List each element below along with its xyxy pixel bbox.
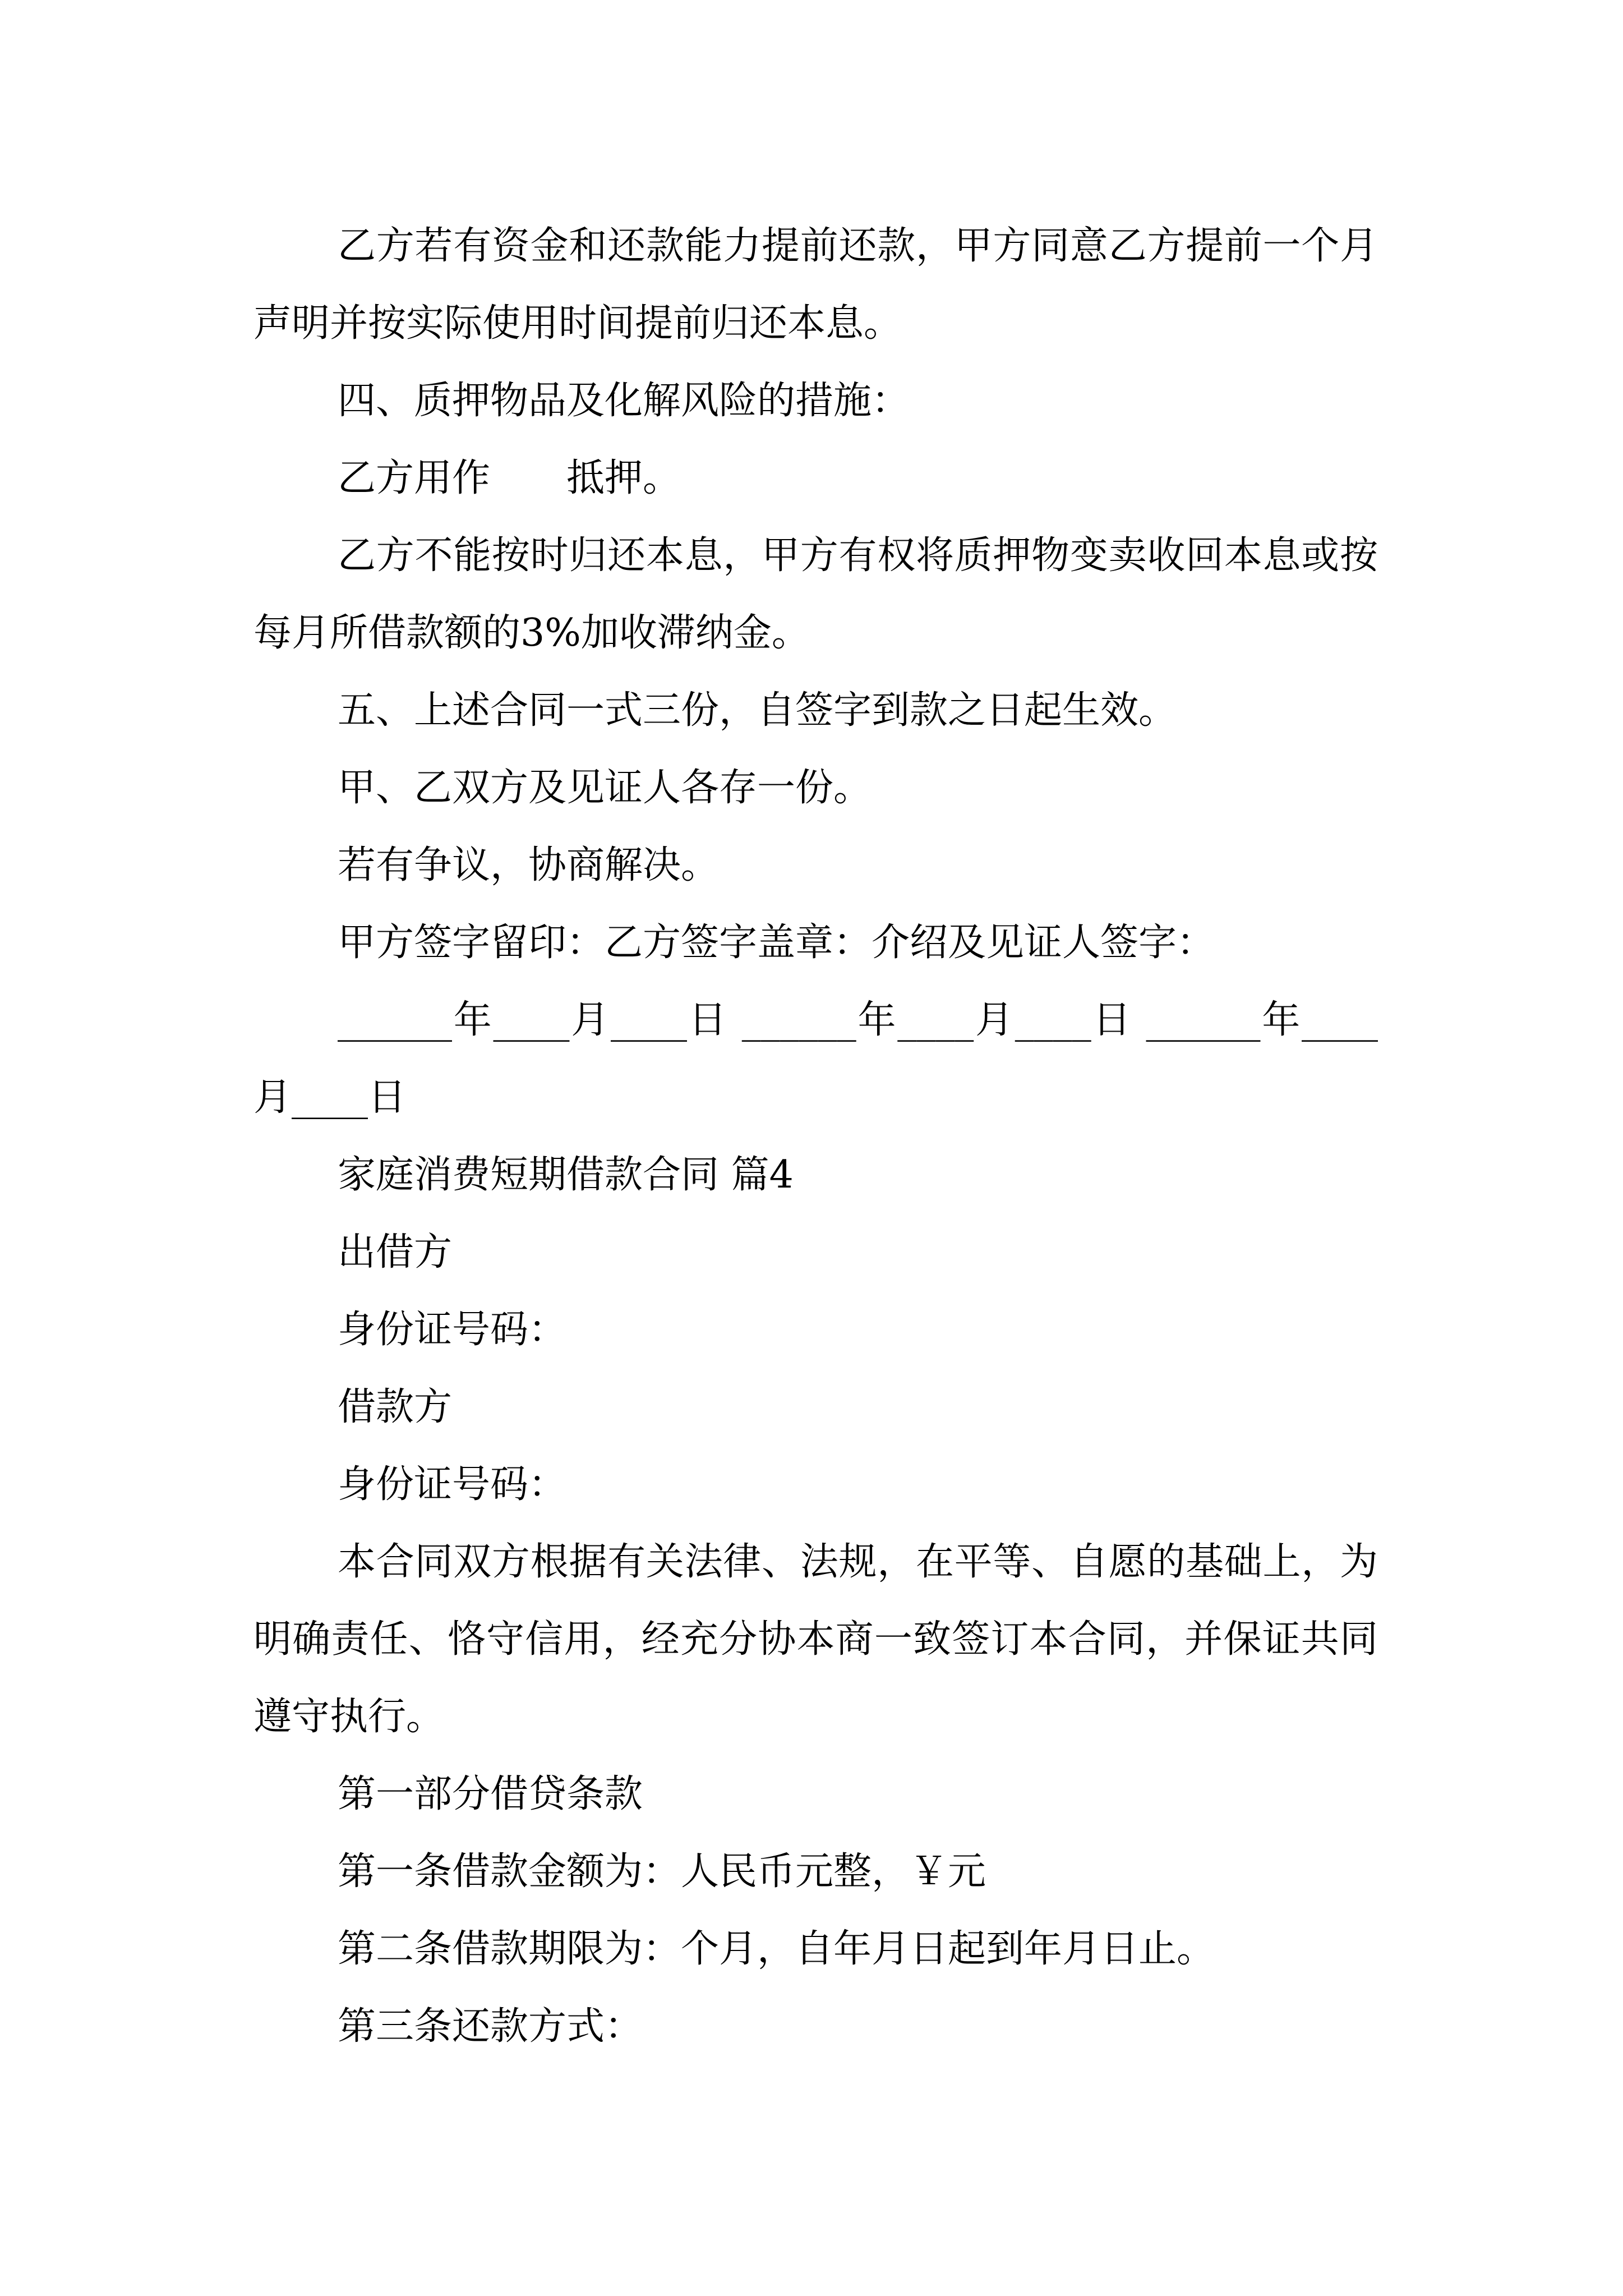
document-body: [253, 208, 1378, 2065]
article-1-amount: 第一条借款金额为：人民币元整，￥元: [338, 1849, 986, 1894]
paragraph-preamble: 本合同双方根据有关法律、法规，在平等、自愿的基础上，为明确责任、恪守信用，经充分协本商一致签订本合同，并保证共同遵守执行。: [253, 1540, 1378, 1739]
paragraph-late-penalty: 乙方不能按时归还本息，甲方有权将质押物变卖收回本息或按每月所借款额的3%加收滞纳金。: [253, 533, 1378, 655]
article-2-term: 第二条借款期限为：个月，自年月日起到年月日止。: [338, 1927, 1215, 1971]
lender-label: 出借方: [338, 1230, 453, 1274]
section-heading-loan-terms: 第一部分借贷条款: [338, 1772, 643, 1816]
contract-title: 家庭消费短期借款合同 篇4: [338, 1153, 794, 1197]
borrower-label: 借款方: [338, 1385, 453, 1429]
signature-labels: 甲方签字留印：乙方签字盖章：介绍及见证人签字：: [338, 921, 1215, 965]
paragraph-collateral-item: 乙方用作 抵押。: [338, 456, 681, 500]
borrower-id-label: 身份证号码：: [338, 1462, 567, 1507]
lender-id-label: 身份证号码：: [338, 1308, 567, 1352]
paragraph-each-party-keeps: 甲、乙双方及见证人各存一份。: [338, 766, 872, 810]
paragraph-copies: 五、上述合同一式三份，自签字到款之日起生效。: [338, 688, 1177, 733]
section-heading-collateral: 四、质押物品及化解风险的措施：: [338, 379, 910, 423]
paragraph-early-repayment: 乙方若有资金和还款能力提前还款，甲方同意乙方提前一个月声明并按实际使用时间提前归还本息。: [253, 224, 1378, 346]
paragraph-disputes: 若有争议，协商解决。: [338, 843, 720, 887]
article-3-repayment: 第三条还款方式：: [338, 2004, 643, 2049]
signature-dates: ______年____月____日 ______年____月____日 ______年____月____日: [253, 998, 1378, 1120]
